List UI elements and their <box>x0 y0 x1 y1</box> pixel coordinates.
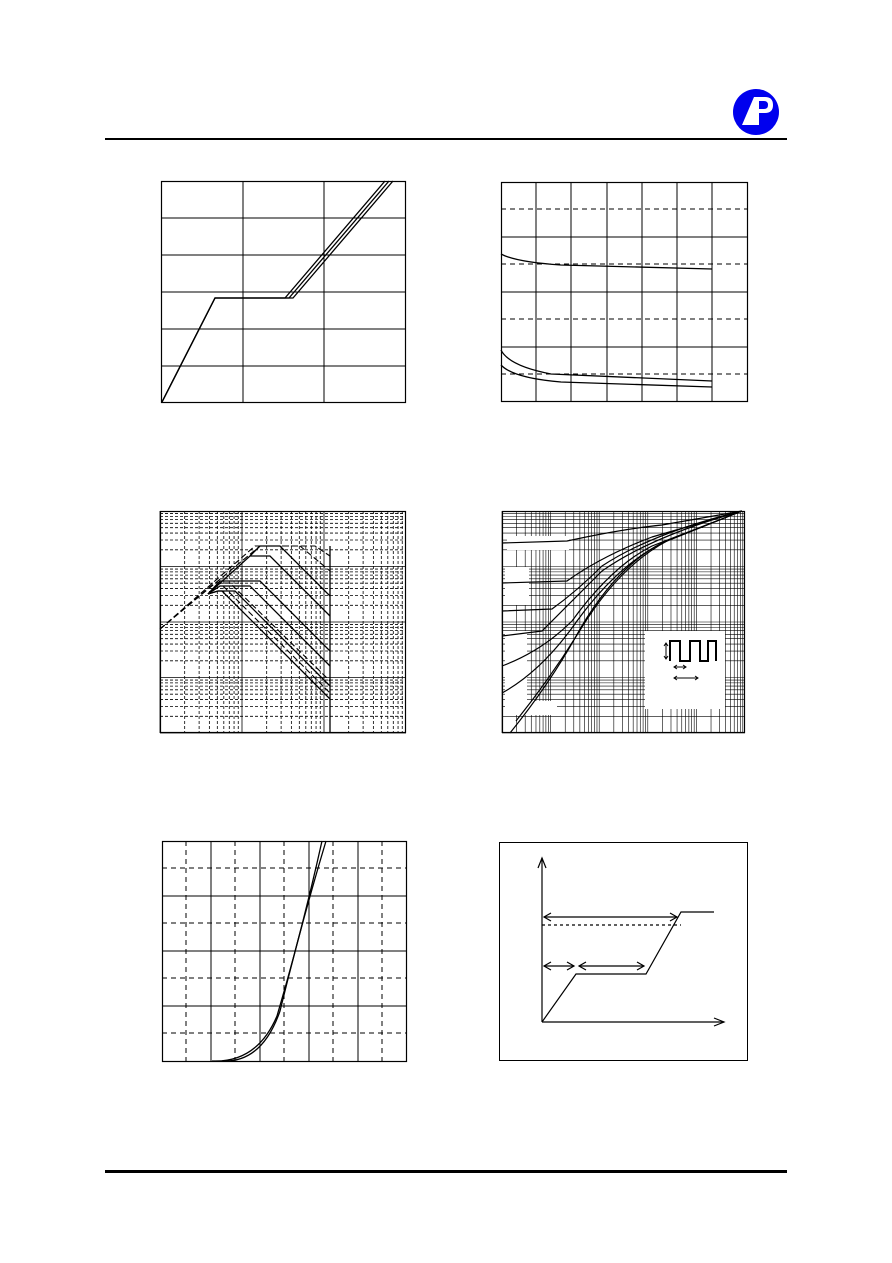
header-rule <box>105 138 787 140</box>
transfer-characteristic-chart <box>162 841 407 1062</box>
gate-charge-waveform-diagram <box>499 842 748 1061</box>
safe-operating-area-chart <box>160 511 406 733</box>
capacitance-chart <box>501 182 748 402</box>
company-logo-icon <box>732 88 780 136</box>
thermal-impedance-chart <box>502 511 745 733</box>
gate-charge-chart <box>161 181 406 403</box>
footer-rule <box>105 1170 787 1173</box>
